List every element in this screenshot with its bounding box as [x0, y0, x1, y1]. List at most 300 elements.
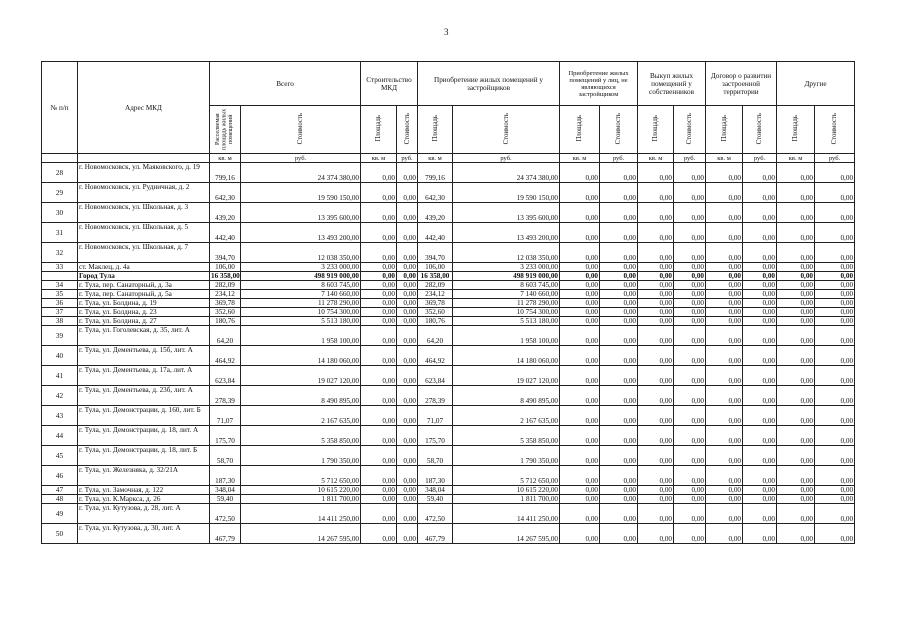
contract-area-cell: 0,00 — [706, 504, 743, 524]
buyout-cost-cell: 0,00 — [674, 163, 706, 183]
other-cost-cell: 0,00 — [815, 299, 855, 308]
contract-cost-cell: 0,00 — [743, 223, 777, 243]
total-cost-cell: 498 919 000,00 — [241, 272, 361, 281]
contract-cost-cell: 0,00 — [743, 486, 777, 495]
total-cost-cell: 13 493 200,00 — [241, 223, 361, 243]
table-row — [42, 163, 855, 183]
table-row — [42, 426, 855, 446]
nondeveloper-area-cell: 0,00 — [560, 183, 600, 203]
developer-area-cell: 175,70 — [418, 426, 453, 446]
other-cost-cell: 0,00 — [815, 426, 855, 446]
construction-cost-cell: 0,00 — [397, 203, 418, 223]
developer-cost-cell: 10 754 300,00 — [453, 308, 560, 317]
table-row — [42, 466, 855, 486]
buyout-cost-cell: 0,00 — [674, 326, 706, 346]
construction-area-cell: 0,00 — [361, 466, 397, 486]
buyout-cost-cell: 0,00 — [674, 317, 706, 326]
total-area-cell: 623,84 — [210, 366, 241, 386]
total-area-cell: 439,20 — [210, 203, 241, 223]
developer-area-cell: 58,70 — [418, 446, 453, 466]
buyout-cost-cell: 0,00 — [674, 366, 706, 386]
total-area-cell: 799,16 — [210, 163, 241, 183]
contract-area-cell: 0,00 — [706, 386, 743, 406]
construction-area-cell: 0,00 — [361, 281, 397, 290]
other-cost-cell: 0,00 — [815, 466, 855, 486]
nondeveloper-area-cell: 0,00 — [560, 281, 600, 290]
contract-area-cell: 0,00 — [706, 495, 743, 504]
construction-cost-cell: 0,00 — [397, 183, 418, 203]
other-cost-cell: 0,00 — [815, 366, 855, 386]
buyout-cost-cell: 0,00 — [674, 203, 706, 223]
other-area-cell: 0,00 — [777, 486, 815, 495]
construction-area-cell: 0,00 — [361, 486, 397, 495]
construction-cost-cell: 0,00 — [397, 346, 418, 366]
contract-area-cell: 0,00 — [706, 317, 743, 326]
unit-rub: руб. — [600, 154, 638, 163]
other-area-cell: 0,00 — [777, 203, 815, 223]
buyout-area-cell: 0,00 — [638, 163, 674, 183]
other-area-cell: 0,00 — [777, 495, 815, 504]
developer-cost-cell: 13 395 600,00 — [453, 203, 560, 223]
contract-area-cell: 0,00 — [706, 426, 743, 446]
contract-cost-cell: 0,00 — [743, 446, 777, 466]
construction-cost-cell: 0,00 — [397, 446, 418, 466]
other-area-cell: 0,00 — [777, 290, 815, 299]
other-area-cell: 0,00 — [777, 272, 815, 281]
address-cell: г. Тула, ул. Дементьева, д. 17а, лит. А — [78, 366, 210, 386]
sub-cost-header: Стоимость — [600, 106, 638, 154]
buyout-area-cell: 0,00 — [638, 203, 674, 223]
total-area-cell: 234,12 — [210, 290, 241, 299]
nondeveloper-area-cell: 0,00 — [560, 308, 600, 317]
nondeveloper-area-cell: 0,00 — [560, 346, 600, 366]
address-cell: г. Тула, ул. Дементьева, д. 15б, лит. А — [78, 346, 210, 366]
total-area-cell: 282,09 — [210, 281, 241, 290]
unit-area: кв. м — [418, 154, 453, 163]
developer-cost-cell: 12 038 350,00 — [453, 243, 560, 263]
nondeveloper-area-cell: 0,00 — [560, 299, 600, 308]
total-cost-cell: 19 590 150,00 — [241, 183, 361, 203]
group-contract-header: Договор о развитии застроенной территории — [706, 62, 777, 106]
total-cost-cell: 5 712 650,00 — [241, 466, 361, 486]
developer-area-cell: 71,07 — [418, 406, 453, 426]
group-purchase-nondevelopers-header: Приобретение жилых помещений у лиц, не являющихся застройщиком — [560, 62, 638, 106]
row-number-cell: 44 — [42, 426, 78, 446]
construction-area-cell: 0,00 — [361, 308, 397, 317]
address-cell: ст. Маклец, д. 4а — [78, 263, 210, 272]
other-cost-cell: 0,00 — [815, 183, 855, 203]
contract-area-cell: 0,00 — [706, 406, 743, 426]
nondeveloper-cost-cell: 0,00 — [600, 203, 638, 223]
construction-area-cell: 0,00 — [361, 504, 397, 524]
table-row — [42, 406, 855, 426]
group-purchase-developers-header: Приобретение жилых помещений у застройщиков — [418, 62, 560, 106]
contract-area-cell: 0,00 — [706, 466, 743, 486]
contract-area-cell: 0,00 — [706, 243, 743, 263]
construction-cost-cell: 0,00 — [397, 163, 418, 183]
table-row — [42, 524, 855, 544]
table-row — [42, 183, 855, 203]
other-area-cell: 0,00 — [777, 524, 815, 544]
total-area-cell: 394,70 — [210, 243, 241, 263]
sub-area-header: Площадь — [777, 106, 815, 154]
construction-area-cell: 0,00 — [361, 163, 397, 183]
table-row — [42, 299, 855, 308]
table-row — [42, 203, 855, 223]
buyout-area-cell: 0,00 — [638, 290, 674, 299]
unit-rub: руб. — [241, 154, 361, 163]
contract-cost-cell: 0,00 — [743, 386, 777, 406]
developer-cost-cell: 2 167 635,00 — [453, 406, 560, 426]
other-cost-cell: 0,00 — [815, 163, 855, 183]
nondeveloper-area-cell: 0,00 — [560, 163, 600, 183]
total-cost-cell: 10 615 220,00 — [241, 486, 361, 495]
developer-area-cell: 623,84 — [418, 366, 453, 386]
total-cost-cell: 13 395 600,00 — [241, 203, 361, 223]
row-number-cell: 36 — [42, 299, 78, 308]
contract-cost-cell: 0,00 — [743, 326, 777, 346]
contract-area-cell: 0,00 — [706, 299, 743, 308]
construction-area-cell: 0,00 — [361, 203, 397, 223]
construction-cost-cell: 0,00 — [397, 426, 418, 446]
other-area-cell: 0,00 — [777, 299, 815, 308]
buyout-area-cell: 0,00 — [638, 406, 674, 426]
address-cell: г. Тула, ул. Железнякa, д. 32/21А — [78, 466, 210, 486]
buyout-cost-cell: 0,00 — [674, 263, 706, 272]
row-number-cell: 41 — [42, 366, 78, 386]
construction-area-cell: 0,00 — [361, 223, 397, 243]
contract-area-cell: 0,00 — [706, 290, 743, 299]
buyout-cost-cell: 0,00 — [674, 281, 706, 290]
construction-cost-cell: 0,00 — [397, 386, 418, 406]
construction-area-cell: 0,00 — [361, 183, 397, 203]
developer-cost-cell: 5 513 180,00 — [453, 317, 560, 326]
address-cell: г. Тула, ул. Болдина, д. 23 — [78, 308, 210, 317]
developer-area-cell: 799,16 — [418, 163, 453, 183]
address-cell: г. Тула, ул. Демонстрации, д. 18, лит. А — [78, 426, 210, 446]
unit-rub: руб. — [743, 154, 777, 163]
address-cell: г. Новомосковск, ул. Школьная, д. 5 — [78, 223, 210, 243]
unit-area: кв. м — [638, 154, 674, 163]
buyout-area-cell: 0,00 — [638, 386, 674, 406]
row-number-cell: 29 — [42, 183, 78, 203]
buyout-cost-cell: 0,00 — [674, 426, 706, 446]
contract-cost-cell: 0,00 — [743, 346, 777, 366]
developer-area-cell: 234,12 — [418, 290, 453, 299]
row-number-cell: 43 — [42, 406, 78, 426]
sub-cost-header: Стоимость — [674, 106, 706, 154]
sub-cost-header: Стоимость — [397, 106, 418, 154]
construction-cost-cell: 0,00 — [397, 299, 418, 308]
housing-resettlement-table — [41, 61, 855, 544]
unit-area: кв. м — [361, 154, 397, 163]
nondeveloper-cost-cell: 0,00 — [600, 317, 638, 326]
construction-area-cell: 0,00 — [361, 524, 397, 544]
contract-cost-cell: 0,00 — [743, 290, 777, 299]
other-area-cell: 0,00 — [777, 346, 815, 366]
col-number-header: № п/п — [42, 62, 78, 154]
total-area-cell: 106,00 — [210, 263, 241, 272]
nondeveloper-area-cell: 0,00 — [560, 290, 600, 299]
address-cell: Город Тула — [78, 272, 210, 281]
other-area-cell: 0,00 — [777, 183, 815, 203]
buyout-area-cell: 0,00 — [638, 263, 674, 272]
other-area-cell: 0,00 — [777, 263, 815, 272]
total-cost-cell: 1 790 350,00 — [241, 446, 361, 466]
developer-cost-cell: 11 278 290,00 — [453, 299, 560, 308]
table-row — [42, 504, 855, 524]
unit-blank — [42, 154, 78, 163]
total-cost-cell: 5 513 180,00 — [241, 317, 361, 326]
row-number-cell: 33 — [42, 263, 78, 272]
other-cost-cell: 0,00 — [815, 386, 855, 406]
total-area-cell: 442,40 — [210, 223, 241, 243]
total-area-cell: 16 358,00 — [211, 272, 240, 280]
unit-rub: руб. — [674, 154, 706, 163]
nondeveloper-cost-cell: 0,00 — [600, 386, 638, 406]
nondeveloper-area-cell: 0,00 — [560, 317, 600, 326]
total-area-cell: 642,30 — [210, 183, 241, 203]
address-cell: г. Тула, пер. Санаторный, д. 3а — [78, 281, 210, 290]
nondeveloper-area-cell: 0,00 — [560, 272, 600, 281]
construction-area-cell: 0,00 — [361, 263, 397, 272]
table-body — [42, 163, 855, 544]
construction-area-cell: 0,00 — [361, 406, 397, 426]
sub-cost-header: Стоимость — [241, 106, 361, 154]
buyout-area-cell: 0,00 — [638, 466, 674, 486]
nondeveloper-cost-cell: 0,00 — [600, 346, 638, 366]
other-cost-cell: 0,00 — [815, 326, 855, 346]
other-cost-cell: 0,00 — [815, 290, 855, 299]
other-cost-cell: 0,00 — [815, 406, 855, 426]
construction-area-cell: 0,00 — [361, 386, 397, 406]
other-area-cell: 0,00 — [777, 504, 815, 524]
total-area-cell: 64,20 — [210, 326, 241, 346]
row-number-cell: 50 — [42, 524, 78, 544]
sub-cost-header: Стоимость — [453, 106, 560, 154]
table-row — [42, 386, 855, 406]
developer-area-cell: 106,00 — [418, 263, 453, 272]
buyout-area-cell: 0,00 — [638, 243, 674, 263]
contract-cost-cell: 0,00 — [743, 263, 777, 272]
table-row — [42, 243, 855, 263]
nondeveloper-cost-cell: 0,00 — [600, 243, 638, 263]
nondeveloper-area-cell: 0,00 — [560, 426, 600, 446]
address-cell: г. Тула, ул. Демонстрации, д. 160, лит. Б — [78, 406, 210, 426]
unit-rub: руб. — [815, 154, 855, 163]
developer-cost-cell: 19 590 150,00 — [453, 183, 560, 203]
total-cost-cell: 11 278 290,00 — [241, 299, 361, 308]
address-cell: г. Тула, ул. Болдина, д. 27 — [78, 317, 210, 326]
construction-cost-cell: 0,00 — [397, 272, 418, 281]
construction-cost-cell: 0,00 — [397, 290, 418, 299]
buyout-cost-cell: 0,00 — [674, 183, 706, 203]
contract-cost-cell: 0,00 — [743, 317, 777, 326]
total-area-cell: 467,79 — [210, 524, 241, 544]
construction-cost-cell: 0,00 — [397, 317, 418, 326]
total-area-cell: 278,39 — [210, 386, 241, 406]
developer-area-cell: 180,76 — [418, 317, 453, 326]
contract-area-cell: 0,00 — [706, 346, 743, 366]
developer-area-cell: 64,20 — [418, 326, 453, 346]
developer-area-cell: 352,60 — [418, 308, 453, 317]
construction-cost-cell: 0,00 — [397, 486, 418, 495]
group-buyout-header: Выкуп жилых помещений у собственников — [638, 62, 706, 106]
buyout-cost-cell: 0,00 — [674, 446, 706, 466]
construction-area-cell: 0,00 — [361, 326, 397, 346]
total-cost-cell: 8 603 745,00 — [241, 281, 361, 290]
other-cost-cell: 0,00 — [815, 495, 855, 504]
sub-area-header: Площадь — [560, 106, 600, 154]
total-area-cell: 59,40 — [210, 495, 241, 504]
sub-area-header: Площадь — [638, 106, 674, 154]
other-area-cell: 0,00 — [777, 317, 815, 326]
construction-area-cell: 0,00 — [361, 495, 397, 504]
total-cost-cell: 7 140 660,00 — [241, 290, 361, 299]
address-cell: г. Тула, ул. Гоголевская, д. 35, лит. А — [78, 326, 210, 346]
developer-area-cell: 642,30 — [418, 183, 453, 203]
address-cell: г. Новомосковск, ул. Рудничная, д. 2 — [78, 183, 210, 203]
nondeveloper-cost-cell: 0,00 — [600, 290, 638, 299]
nondeveloper-cost-cell: 0,00 — [600, 281, 638, 290]
construction-area-cell: 0,00 — [361, 243, 397, 263]
other-area-cell: 0,00 — [777, 366, 815, 386]
row-number-cell: 45 — [42, 446, 78, 466]
total-cost-cell: 10 754 300,00 — [241, 308, 361, 317]
construction-area-cell: 0,00 — [361, 446, 397, 466]
nondeveloper-cost-cell: 0,00 — [600, 406, 638, 426]
contract-cost-cell: 0,00 — [743, 366, 777, 386]
construction-area-cell: 0,00 — [361, 317, 397, 326]
other-cost-cell: 0,00 — [815, 504, 855, 524]
other-cost-cell: 0,00 — [815, 281, 855, 290]
contract-area-cell: 0,00 — [706, 163, 743, 183]
contract-cost-cell: 0,00 — [743, 426, 777, 446]
address-cell: г. Тула, ул. Дементьева, д. 23б, лит. А — [78, 386, 210, 406]
row-number-cell: 32 — [42, 243, 78, 263]
construction-cost-cell: 0,00 — [397, 281, 418, 290]
construction-cost-cell: 0,00 — [397, 466, 418, 486]
contract-area-cell: 0,00 — [706, 326, 743, 346]
developer-area-cell: 472,50 — [418, 504, 453, 524]
total-cost-cell: 1 811 700,00 — [241, 495, 361, 504]
other-cost-cell: 0,00 — [815, 223, 855, 243]
nondeveloper-cost-cell: 0,00 — [600, 223, 638, 243]
nondeveloper-cost-cell: 0,00 — [600, 163, 638, 183]
buyout-area-cell: 0,00 — [638, 366, 674, 386]
buyout-cost-cell: 0,00 — [674, 299, 706, 308]
other-area-cell: 0,00 — [777, 386, 815, 406]
sub-cost-header: Стоимость — [743, 106, 777, 154]
developer-area-cell: 464,92 — [418, 346, 453, 366]
row-number-cell: 49 — [42, 504, 78, 524]
developer-cost-cell: 1 811 700,00 — [453, 495, 560, 504]
nondeveloper-cost-cell: 0,00 — [600, 504, 638, 524]
contract-cost-cell: 0,00 — [743, 183, 777, 203]
developer-area-cell: 369,78 — [418, 299, 453, 308]
nondeveloper-area-cell: 0,00 — [560, 486, 600, 495]
buyout-cost-cell: 0,00 — [674, 308, 706, 317]
construction-cost-cell: 0,00 — [397, 223, 418, 243]
group-total-header: Всего — [210, 62, 361, 106]
construction-cost-cell: 0,00 — [397, 366, 418, 386]
nondeveloper-area-cell: 0,00 — [560, 386, 600, 406]
row-number-cell: 42 — [42, 386, 78, 406]
developer-cost-cell: 1 958 100,00 — [453, 326, 560, 346]
other-area-cell: 0,00 — [777, 446, 815, 466]
buyout-area-cell: 0,00 — [638, 183, 674, 203]
developer-cost-cell: 14 267 595,00 — [453, 524, 560, 544]
construction-cost-cell: 0,00 — [397, 524, 418, 544]
row-number-cell: 48 — [42, 495, 78, 504]
buyout-area-cell: 0,00 — [638, 446, 674, 466]
contract-cost-cell: 0,00 — [743, 163, 777, 183]
address-cell: г. Тула, ул. Болдина, д. 19 — [78, 299, 210, 308]
developer-cost-cell: 13 493 200,00 — [453, 223, 560, 243]
construction-cost-cell: 0,00 — [397, 495, 418, 504]
other-cost-cell: 0,00 — [815, 272, 855, 281]
contract-cost-cell: 0,00 — [743, 299, 777, 308]
developer-cost-cell: 5 358 850,00 — [453, 426, 560, 446]
construction-area-cell: 0,00 — [361, 346, 397, 366]
other-area-cell: 0,00 — [777, 163, 815, 183]
group-other-header: Другие — [777, 62, 855, 106]
contract-area-cell: 0,00 — [706, 183, 743, 203]
construction-area-cell: 0,00 — [361, 290, 397, 299]
row-number-cell: 31 — [42, 223, 78, 243]
nondeveloper-cost-cell: 0,00 — [600, 308, 638, 317]
developer-cost-cell: 24 374 380,00 — [453, 163, 560, 183]
nondeveloper-cost-cell: 0,00 — [600, 183, 638, 203]
other-cost-cell: 0,00 — [815, 346, 855, 366]
table-row — [42, 486, 855, 495]
total-cost-cell: 2 167 635,00 — [241, 406, 361, 426]
buyout-cost-cell: 0,00 — [674, 243, 706, 263]
developer-area-cell: 439,20 — [418, 203, 453, 223]
unit-rub: руб. — [453, 154, 560, 163]
buyout-cost-cell: 0,00 — [674, 486, 706, 495]
developer-area-cell: 187,30 — [418, 466, 453, 486]
table-row — [42, 446, 855, 466]
other-area-cell: 0,00 — [777, 406, 815, 426]
nondeveloper-cost-cell: 0,00 — [600, 446, 638, 466]
nondeveloper-area-cell: 0,00 — [560, 326, 600, 346]
developer-area-cell: 467,79 — [418, 524, 453, 544]
address-cell: г. Тула, ул. Демонстрации, д. 18, лит. Б — [78, 446, 210, 466]
developer-cost-cell: 498 919 000,00 — [453, 272, 560, 281]
buyout-area-cell: 0,00 — [638, 223, 674, 243]
nondeveloper-area-cell: 0,00 — [560, 524, 600, 544]
row-number-cell: 38 — [42, 317, 78, 326]
total-cost-cell: 3 233 000,00 — [241, 263, 361, 272]
other-area-cell: 0,00 — [777, 326, 815, 346]
total-cost-cell: 24 374 380,00 — [241, 163, 361, 183]
other-cost-cell: 0,00 — [815, 446, 855, 466]
other-cost-cell: 0,00 — [815, 317, 855, 326]
total-cost-cell: 14 267 595,00 — [241, 524, 361, 544]
buyout-area-cell: 0,00 — [638, 308, 674, 317]
page-number: 3 — [444, 27, 449, 37]
nondeveloper-area-cell: 0,00 — [560, 495, 600, 504]
row-number-cell — [42, 272, 78, 281]
contract-area-cell: 0,00 — [706, 486, 743, 495]
contract-cost-cell: 0,00 — [743, 524, 777, 544]
buyout-cost-cell: 0,00 — [674, 346, 706, 366]
total-area-cell: 352,60 — [210, 308, 241, 317]
developer-area-cell: 16 358,00 — [418, 272, 453, 281]
row-number-cell: 34 — [42, 281, 78, 290]
total-cost-cell: 1 958 100,00 — [241, 326, 361, 346]
